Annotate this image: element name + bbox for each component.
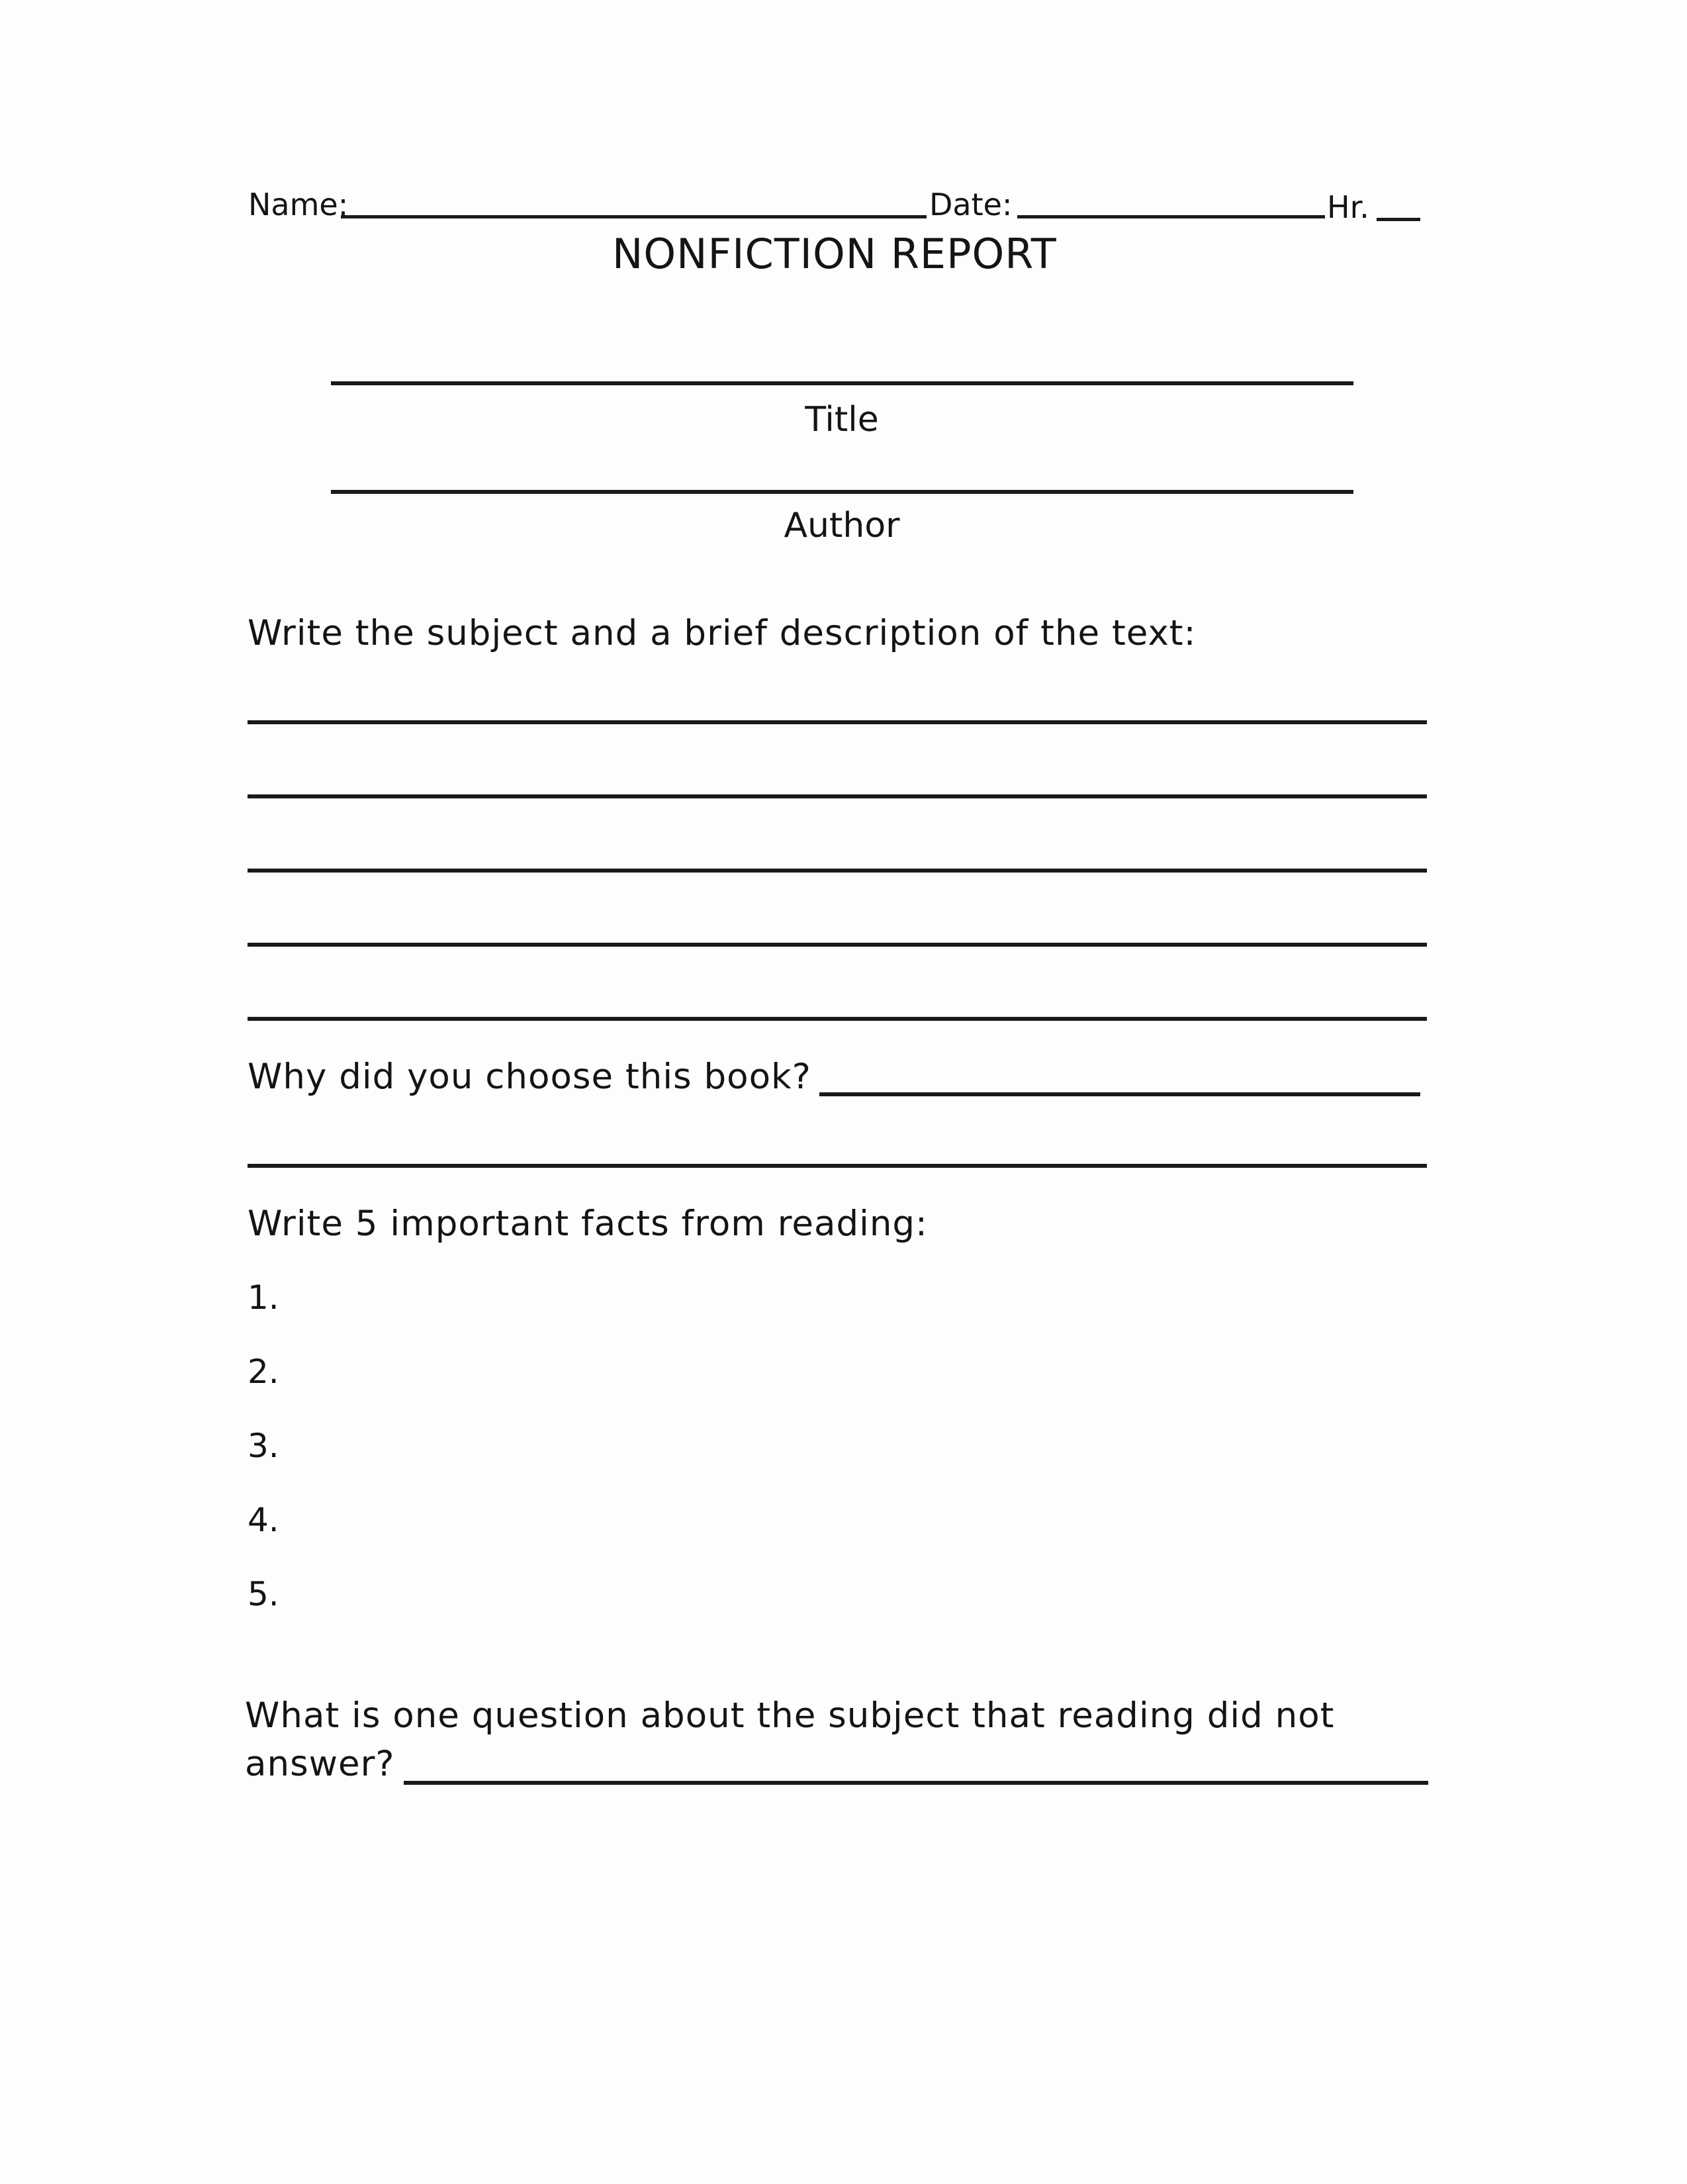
page-title: NONFICTION REPORT xyxy=(612,230,1057,278)
fact-number-4: 4. xyxy=(248,1501,279,1539)
facts-prompt: Write 5 important facts from reading: xyxy=(248,1204,928,1244)
why-line-1[interactable] xyxy=(819,1092,1420,1096)
fact-number-1: 1. xyxy=(248,1278,279,1317)
hour-line[interactable] xyxy=(1377,218,1420,221)
fact-number-5: 5. xyxy=(248,1575,279,1613)
author-line[interactable] xyxy=(331,490,1353,494)
description-line-5[interactable] xyxy=(248,1017,1427,1021)
book-title-caption: Title xyxy=(805,400,879,440)
date-line[interactable] xyxy=(1017,215,1325,218)
hour-label: Hr. xyxy=(1327,189,1369,225)
fact-number-2: 2. xyxy=(248,1353,279,1391)
book-title-line[interactable] xyxy=(331,381,1353,385)
question-prompt-line1: What is one question about the subject that reading did not xyxy=(245,1695,1335,1736)
question-prompt-line2: answer? xyxy=(245,1744,395,1784)
name-label: Name: xyxy=(248,187,349,222)
fact-number-3: 3. xyxy=(248,1427,279,1465)
description-line-3[interactable] xyxy=(248,869,1427,873)
date-label: Date: xyxy=(929,187,1013,222)
author-caption: Author xyxy=(784,506,900,546)
description-line-1[interactable] xyxy=(248,720,1427,724)
description-line-2[interactable] xyxy=(248,794,1427,798)
description-line-4[interactable] xyxy=(248,943,1427,947)
question-answer-line[interactable] xyxy=(404,1781,1428,1785)
why-line-2[interactable] xyxy=(248,1164,1427,1168)
why-prompt: Why did you choose this book? xyxy=(248,1057,811,1097)
name-line[interactable] xyxy=(341,215,927,218)
description-prompt: Write the subject and a brief description of the text: xyxy=(248,613,1197,653)
